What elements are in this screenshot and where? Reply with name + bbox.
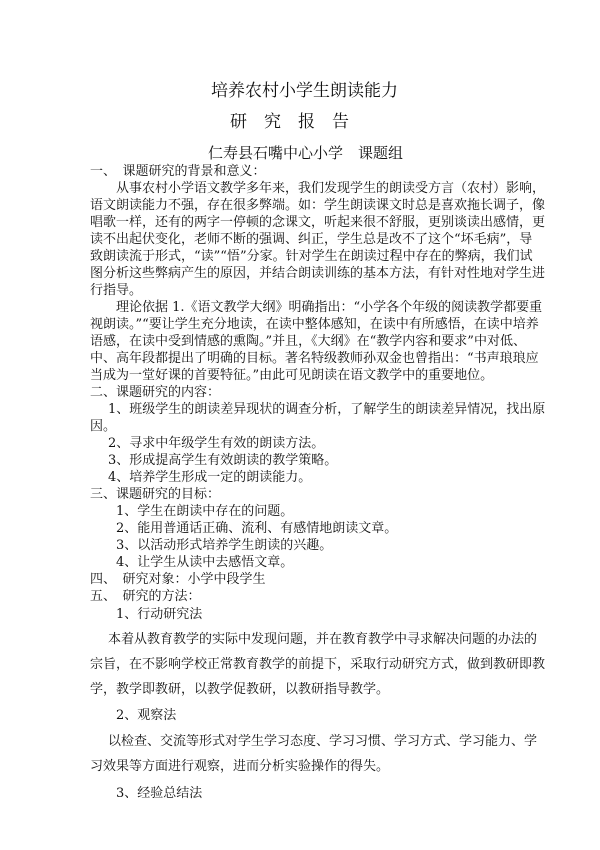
paragraph-line: 图分析这些弊病产生的原因，并结合朗读训练的基本方法，有针对性地对学生进 xyxy=(90,266,546,281)
list-item: 2、能用普通话正确、流利、有感情地朗读文章。 xyxy=(116,521,398,536)
paragraph-line: 习效果等方面进行观察，进而分析实验操作的得失。 xyxy=(90,759,390,774)
paragraph-line: 行指导。 xyxy=(90,283,143,298)
section-heading-1: 一、 课题研究的背景和意义： xyxy=(90,164,266,179)
section-heading-2: 二、课题研究的内容： xyxy=(90,385,221,400)
paragraph-line: 视朗读。”“要让学生充分地读，在读中整体感知，在读中有所感悟，在读中培养 xyxy=(90,317,539,332)
list-item-continuation: 因。 xyxy=(90,419,117,434)
paragraph-line: 本着从教育教学的实际中发现问题，并在教育教学中寻求解决问题的办法的 xyxy=(108,632,538,647)
paragraph-line: 当成为一堂好课的首要特征。”由此可见朗读在语文教学中的重要地位。 xyxy=(90,368,494,383)
document-author: 仁寿县石嘴中心小学 课题组 xyxy=(208,144,404,162)
list-item: 1、班级学生的朗读差异现状的调查分析，了解学生的朗读差异情况，找出原 xyxy=(108,402,546,417)
paragraph-line: 理论依据 1.《语文教学大纲》明确指出：“小学各个年级的阅读教学都要重 xyxy=(116,300,543,315)
paragraph-line: 中、高年段都提出了明确的目标。著名特级教师孙双金也曾指出：“书声琅琅应 xyxy=(90,351,539,366)
paragraph-line: 以检查、交流等形式对学生学习态度、学习习惯、学习方式、学习能力、学 xyxy=(108,734,538,749)
list-item: 1、学生在朗读中存在的问题。 xyxy=(116,504,294,519)
document-subtitle: 研 究 报 告 xyxy=(230,112,349,132)
paragraph-line: 从事农村小学语文教学多年来，我们发现学生的朗读受方言（农村）影响， xyxy=(116,181,546,196)
list-item: 4、让学生从读中去感悟文章。 xyxy=(116,555,294,570)
paragraph-line: 宗旨，在不影响学校正常教育教学的前提下，采取行动研究方式，做到教研即教 xyxy=(90,657,546,672)
list-item: 2、寻求中年级学生有效的朗读方法。 xyxy=(108,436,325,451)
section-heading-3: 三、课题研究的目标： xyxy=(90,487,221,502)
list-item: 3、以活动形式培养学生朗读的兴趣。 xyxy=(116,538,333,553)
list-item: 3、形成提高学生有效朗读的教学策略。 xyxy=(108,453,338,468)
paragraph-line: 学，教学即教研，以教学促教研，以教研指导教学。 xyxy=(90,682,390,697)
method-heading: 3、经验总结法 xyxy=(116,786,203,801)
paragraph-line: 致朗读流于形式，“读”“悟”分家。针对学生在朗读过程中存在的弊病，我们试 xyxy=(90,249,533,264)
section-heading-4: 四、 研究对象：小学中段学生 xyxy=(90,572,266,587)
section-heading-5: 五、 研究的方法： xyxy=(90,589,201,604)
method-heading: 2、观察法 xyxy=(116,708,177,723)
paragraph-line: 语文朗读能力不强，存在很多弊端。如：学生朗读课文时总是喜欢拖长调子，像 xyxy=(90,198,546,213)
list-item: 4、培养学生形成一定的朗读能力。 xyxy=(108,470,312,485)
paragraph-line: 唱歌一样，还有的两字一停顿的念课文，听起来很不舒服，更别谈读出感情，更 xyxy=(90,215,546,230)
method-heading: 1、行动研究法 xyxy=(116,607,203,622)
document-title: 培养农村小学生朗读能力 xyxy=(211,81,398,101)
paragraph-line: 语感，在读中受到情感的熏陶。”并且，《大纲》在“教学内容和要求”中对低、 xyxy=(90,334,526,349)
paragraph-line: 读不出起伏变化，老师不断的强调、纠正，学生总是改不了这个“坏毛病”，导 xyxy=(90,232,533,247)
